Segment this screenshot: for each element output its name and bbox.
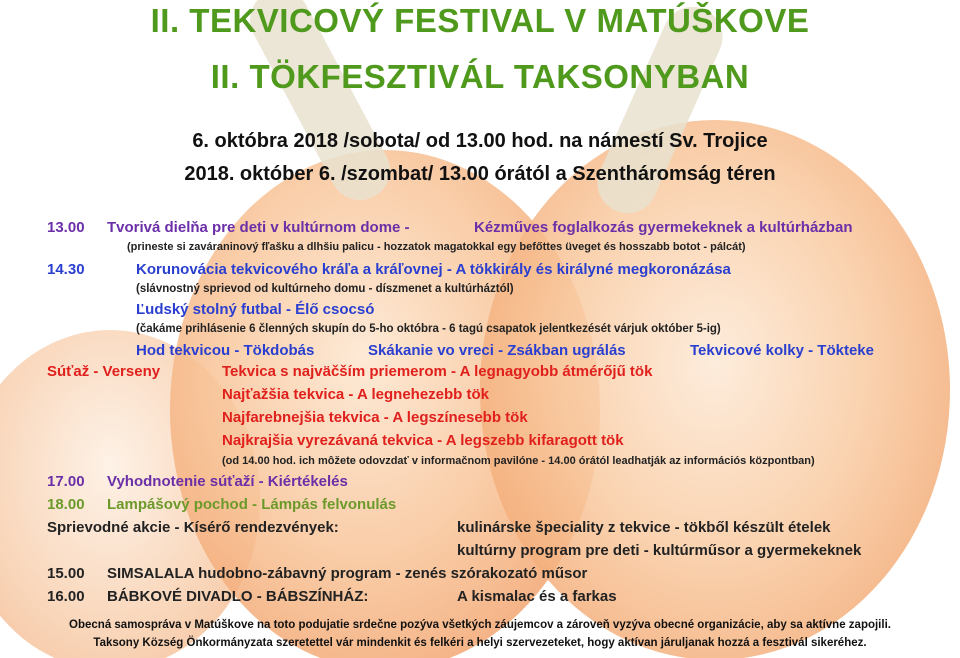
coronation-note: (slávnostný sprievod od kultúrneho domu - díszmenet a kultúrháztól): [136, 283, 514, 295]
foosball-text: Ľudský stolný futbal - Élő csocsó: [136, 301, 375, 318]
accompanying-item-2: kultúrny program pre deti - kultúrműsor a gyermekeknek: [457, 542, 862, 559]
show1-time: 15.00: [47, 565, 85, 582]
contest-item-4: Najkrajšia vyrezávaná tekvica - A legszebb kifaragott tök: [222, 432, 624, 449]
contest-item-3: Najfarebnejšia tekvica - A legszínesebb tök: [222, 409, 528, 426]
festival-title-sk: II. TEKVICOVÝ FESTIVAL V MATÚŠKOVE: [150, 2, 810, 39]
footer-hu: Taksony Község Önkormányzata szeretettel vár mindenkit és felkéri a helyi szervezeteket, hogy aktívan járuljanak hozzá a fesztivál sikeréhez.: [93, 637, 867, 649]
results-text: Vyhodnotenie súťaží - Kiértékelés: [107, 473, 348, 490]
results-time: 17.00: [47, 473, 85, 490]
workshop-note: (prineste si zaváraninový fľašku a dlhšiu palicu - hozzatok magatokkal egy befőttes üveget és hosszabb botot - pálcát): [127, 241, 746, 253]
footer-sk: Obecná samospráva v Matúškove na toto podujatie srdečne pozýva všetkých záujemcov a zároveň vyzýva obecné organizácie, aby sa aktívne zapojili.: [69, 619, 891, 631]
contest-item-2: Najťažšia tekvica - A legnehezebb tök: [222, 386, 489, 403]
lantern-time: 18.00: [47, 496, 85, 513]
contest-item-1: Tekvica s najväčším priemerom - A legnagyobb átmérőjű tök: [222, 363, 653, 380]
show1-text: SIMSALALA hudobno-zábavný program - zenés szórakozató műsor: [107, 565, 588, 582]
date-sk: 6. októbra 2018 /sobota/ od 13.00 hod. na námestí Sv. Trojice: [192, 130, 768, 152]
game-1: Hod tekvicou - Tökdobás: [136, 342, 315, 359]
festival-title-hu: II. TÖKFESZTIVÁL TAKSONYBAN: [210, 58, 750, 95]
workshop-time: 13.00: [47, 219, 85, 236]
show2-text: BÁBKOVÉ DIVADLO - BÁBSZÍNHÁZ:: [107, 588, 369, 605]
date-hu: 2018. október 6. /szombat/ 13.00 órától a Szentháromság téren: [184, 163, 776, 185]
accompanying-item-1: kulinárske špeciality z tekvice - tökből készült ételek: [457, 519, 831, 536]
show2-play: A kismalac és a farkas: [457, 588, 617, 605]
coronation-time: 14.30: [47, 261, 85, 278]
accompanying-label: Sprievodné akcie - Kísérő rendezvények:: [47, 519, 339, 536]
contest-note: (od 14.00 hod. ich môžete odovzdať v informačnom pavilóne - 14.00 órától leadhatják az információs központban): [222, 455, 815, 467]
workshop-hu: Kézműves foglalkozás gyermekeknek a kultúrházban: [474, 219, 853, 236]
game-2: Skákanie vo vreci - Zsákban ugrálás: [368, 342, 626, 359]
show2-time: 16.00: [47, 588, 85, 605]
coronation-text: Korunovácia tekvicového kráľa a kráľovnej - A tökkirály és királyné megkoronázása: [136, 261, 731, 278]
workshop-sk: Tvorivá dielňa pre deti v kultúrnom dome -: [107, 219, 410, 236]
contest-label: Súťaž - Verseny: [47, 363, 161, 380]
foosball-note: (čakáme prihlásenie 6 členných skupín do 5-ho októbra - 6 tagú csapatok jelentkezését várjuk október 5-ig): [136, 323, 721, 335]
game-3: Tekvicové kolky - Tökteke: [690, 342, 874, 359]
lantern-text: Lampášový pochod - Lámpás felvonulás: [107, 496, 397, 513]
